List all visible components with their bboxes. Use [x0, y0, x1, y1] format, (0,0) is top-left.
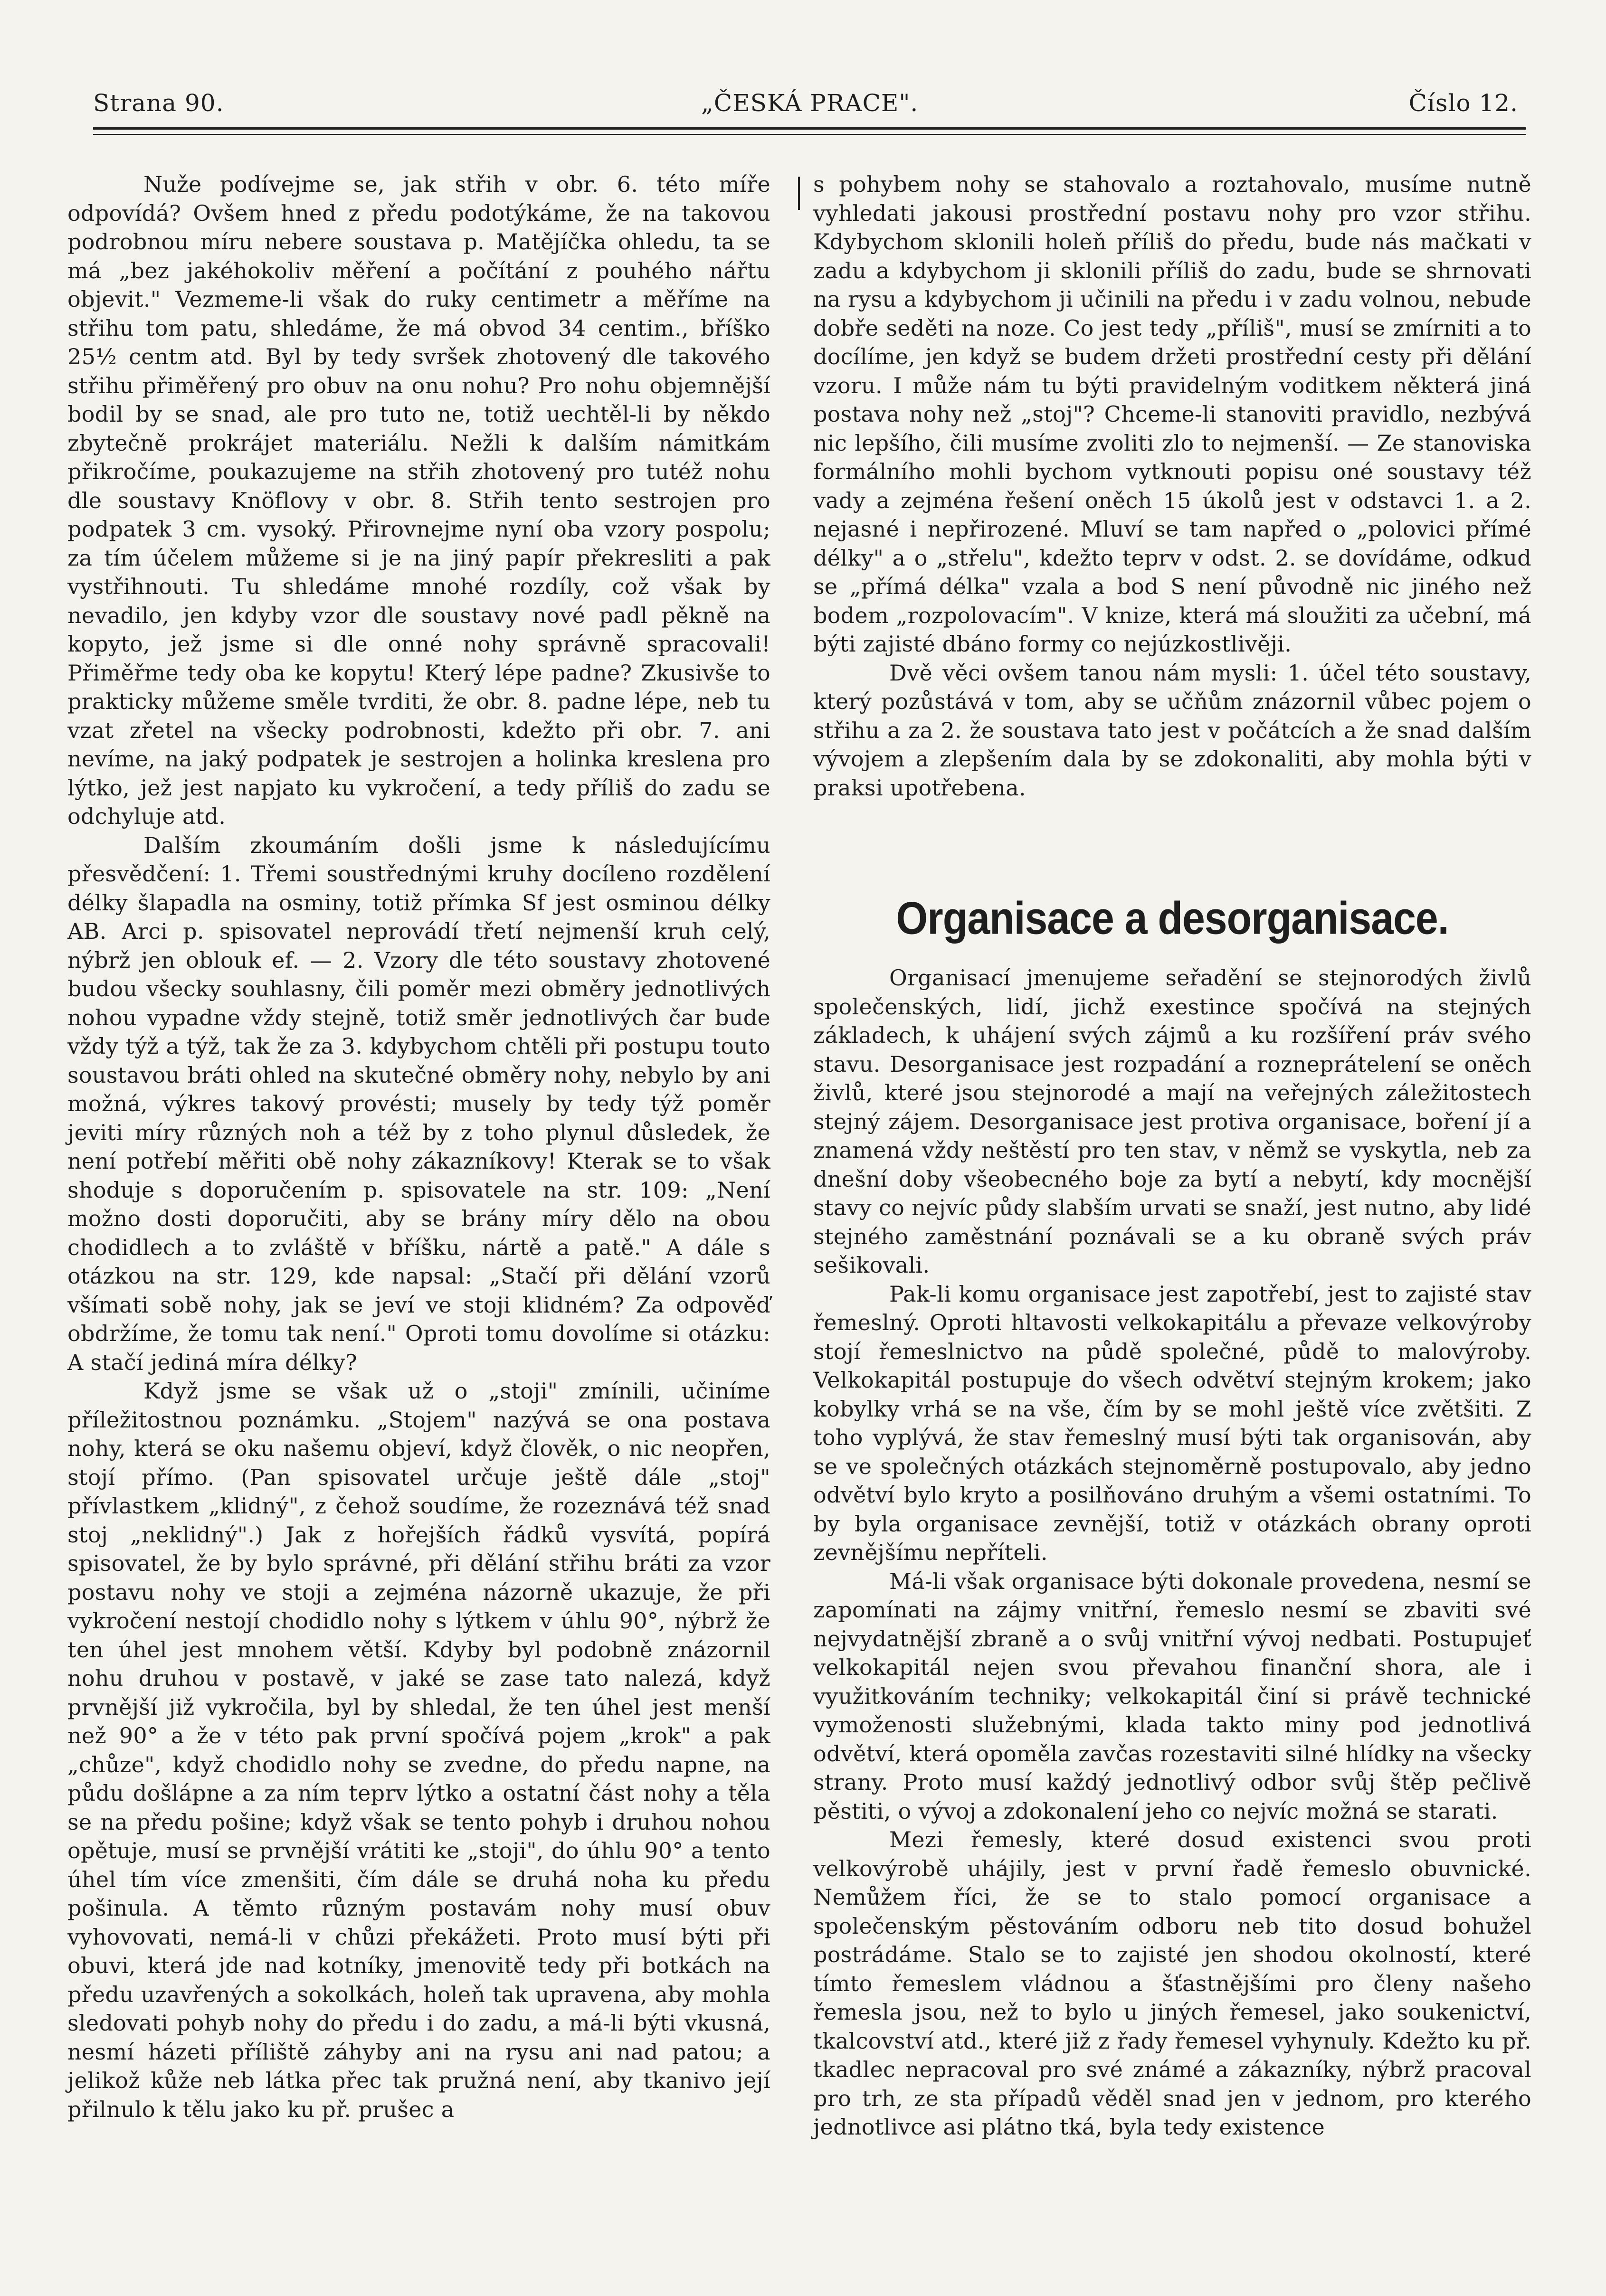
paragraph: Mezi řemesly, které dosud existenci svou proti velkovýrobě uhájily, jest v první řadě řemeslo obuvnické. Nemůžem říci, že se to stalo pomocí organisace a společenským pěstováním odboru neb tito dosud bohužel postrádáme. Stalo se to zajisté jen shodou okolností, které tímto řemeslem vládnou a šťastnějšími pro členy našeho řemesla jsou, než to bylo u jiných řemesel, jako soukenictví, tkalcovství atd., které již z řady řemesel vyhynuly. Kdežto ku př. tkadlec nepracoval pro své známé a zákazníky, nýbrž pracoval pro trh, ze sta případů věděl snad jen v jednom, pro kterého jednotlivce asi plátno tká, byla tedy existence	[813, 1827, 1531, 2140]
header-rule-thin	[93, 134, 1526, 135]
paragraph: Dvě věci ovšem tanou nám mysli: 1. účel této soustavy, který pozůstává v tom, aby se učňům znázornil vůbec pojem o střihu a za 2. že soustava tato jest v počátcích a že snad dalším vývojem a zlepšením dala by se zdokonaliti, aby mohla býti v praksi upotřebena.	[813, 660, 1531, 801]
paragraph: s pohybem nohy se stahovalo a roztahovalo, musíme nutně vyhledati jakousi prostřední postavu nohy pro vzor střihu. Kdybychom sklonili holeň příliš do předu, bude nás mačkati v zadu a kdybychom ji sklonili příliš do zadu, bude se shrnovati na rysu a kdybychom ji učinili na předu i v zadu volnou, nebude dobře seděti na noze. Co jest tedy „příliš", musí se zmírniti a to docílíme, jen když se budem držeti prostřední cesty při dělání vzoru. I může nám tu býti pravidelným voditkem některá jiná postava nohy než „stoj"? Chceme-li stanoviti pravidlo, nezbývá nic lepšího, čili musíme zvoliti zlo to nejmenší. — Ze stanoviska formálního mohli bychom vytknouti popisu oné soustavy též vady a zejména řešení oněch 15 úkolů jest v odstavci 1. a 2. nejasné i nepřirozené. Mluví se tam napřed o „polovici přímé délky" a o „střelu", kdežto teprv v odst. 2. se dovídáme, odkud se „přímá délka" vzala a bod S není původně nic jiného než bodem „rozpolovacím". V knize, která má sloužiti za učební, má býti zajisté dbáno formy co nejúzkostlivěji.	[813, 171, 1531, 657]
paragraph: Nuže podívejme se, jak střih v obr. 6. této míře odpovídá? Ovšem hned z předu podotýkáme, že na takovou podrobnou míru nebere soustava p. Matějíčka ohledu, ta se má „bez jakéhokoliv měření a počítání z pouhého nářtu objevit." Vezmeme-li však do ruky centimetr a měříme na střihu tom patu, shledáme, že má obvod 34 centim., bříško 25½ centm atd. Byl by tedy svršek zhotovený dle takového střihu přiměřený pro obuv na onu nohu? Pro nohu objemnější bodil by se snad, ale pro tuto ne, totiž uechtěl-li by někdo zbytečně prokrájet materiálu. Nežli k dalším námitkám přikročíme, poukazujeme na střih zhotovený pro tutéž nohu dle soustavy Knöflovy v obr. 8. Střih tento sestrojen pro podpatek 3 cm. vysoký. Přirovnejme nyní oba vzory pospolu; za tím účelem můžeme si je na jiný papír překresliti a pak vystřihnouti. Tu shledáme mnohé rozdíly, což však by nevadilo, jen kdyby vzor dle soustavy nové padl pěkně na kopyto, jež jsme si dle onné nohy správně spracovali! Přiměřme tedy oba ke kopytu! Který lépe padne? Zkusivše to prakticky můžeme směle tvrditi, že obr. 8. padne lépe, neb tu vzat zřetel na všecky podrobnosti, kdežto při obr. 7. ani nevíme, na jaký podpatek je sestrojen a holinka kreslena pro lýtko, jež jest napjato ku vykročení, a tedy příliš do zadu se odchyluje atd.	[67, 171, 770, 829]
article-heading: Organisace a desorganisace.	[896, 893, 1449, 944]
right-column	[813, 170, 1531, 2142]
page-number: Strana 90.	[93, 89, 224, 117]
paragraph: Pak-li komu organisace jest zapotřebí, jest to zajisté stav řemeslný. Oproti hltavosti velkokapitálu a převaze velkovýroby stojí řemeslnictvo na půdě společné, půdě to malovýroby. Velkokapitál postupuje do všech odvětví stejným krokem; jako kobylky vrhá se na vše, čím by se mohl ještě více zvětšiti. Z toho vyplývá, že stav řemeslný musí býti tak organisován, aby se ve společných otázkách stejnoměrně postupovalo, aby jedno odvětví bylo kryto a posilňováno druhým a všemi ostatními. To by byla organisace zevnější, totiž v otázkách obrany oproti zevnějšímu nepříteli.	[813, 1281, 1531, 1565]
paragraph: Má-li však organisace býti dokonale provedena, nesmí se zapomínati na zájmy vnitřní, řemeslo nesmí se zbaviti své nejvydatnější zbraně a o svůj vnitřní vývoj nedbati. Postupujeť velkokapitál nejen svou převahou finanční shora, ale i využitkováním techniky; velkokapitál činí si právě technické vymoženosti služebnými, klada takto miny pod jednotlivá odvětví, která opoměla zavčas rozestaviti silné hlídky na všecky strany. Proto musí každý jednotlivý odbor svůj štěp pečlivě pěstiti, o vývoj a zdokonalení jeho co nejvíc možná se starati.	[813, 1568, 1531, 1824]
paragraph: Dalším zkoumáním došli jsme k následujícímu přesvědčení: 1. Třemi soustřednými kruhy docíleno rozdělení délky šlapadla na osminy, totiž přímka Sf jest osminou délky AB. Arci p. spisovatel neprovádí třetí nejmenší kruh celý, nýbrž jen oblouk ef. — 2. Vzory dle této soustavy zhotovené budou všecky souhlasny, čili poměr mezi obměry jednotlivých nohou vypadne vždy stejně, totiž směr jednotlivých čar bude vždy týž a týž, tak že za 3. kdybychom chtěli při postupu touto soustavou bráti ohled na skutečné obměry nohy, nebylo by ani možná, výkres takový provésti; musely by tedy týž poměr jeviti míry různých noh a též by z toho plynul důsledek, že není potřebí měřiti obě nohy zákazníkovy! Kterak se to však shoduje s doporučením p. spisovatele na str. 109: „Není možno dosti doporučiti, aby se brány míry dělo na obou chodidlech a to zvláště v bříšku, nártě a patě." A dále s otázkou na str. 129, kde napsal: „Stačí při dělání vzorů všímati sobě nohy, jak se jeví ve stoji klidném? Za odpověď obdržíme, že tomu tak není." Oproti tomu dovolíme si otázku: A stačí jediná míra délky?	[67, 832, 770, 1375]
paragraph: Když jsme se však už o „stoji" zmínili, učiníme příležitostnou poznámku. „Stojem" nazývá se ona postava nohy, která se oku našemu objeví, když člověk, o nic neopřen, stojí přímo. (Pan spisovatel určuje ještě dále „stoj" přívlastkem „klidný", z čehož soudíme, že rozeznává též snad stoj „neklidný".) Jak z hořejších řádků vysvítá, popírá spisovatel, že by bylo správné, při dělání střihu bráti za vzor postavu nohy ve stoji a zejména názorně ukazuje, že při vykročení nestojí chodidlo nohy s lýtkem v úhlu 90°, nýbrž že ten úhel jest mnohem větší. Kdyby byl podobně znázornil nohu druhou v postavě, v jaké se zase tato nalezá, když prvnější již vykročila, byl by shledal, že ten úhel jest menší než 90° a že v této pak první spočívá pojem „krok" a pak „chůze", když chodidlo nohy se zvedne, do předu napne, na půdu došlápne a za ním teprv lýtko a ostatní část nohy a těla se na předu pošine; když však se tento pohyb i druhou nohou opětuje, musí se prvnější vrátiti ke „stoji", do úhlu 90° a tento úhel tím více zmenšiti, čím dále se druhá noha ku předu pošinula. A těmto různým postavám nohy musí obuv vyhovovati, nemá-li v chůzi překážeti. Proto musí býti při obuvi, která jde nad kotníky, jmenovitě tedy při botkách na předu uzavřených a sokolkách, holeň tak upravena, aby mohla sledovati pohyb nohy do předu i do zadu, a má-li býti vkusná, nesmí házeti příliště záhyby ani na rysu ani nad patou; a jelikož kůže neb látka přec tak pružná není, aby tkanivo její přilnulo k tělu jako ku př. prušec a	[67, 1378, 770, 2122]
page-header	[93, 85, 1518, 128]
left-column	[67, 170, 770, 2124]
header-rule	[93, 127, 1526, 130]
issue-number: Číslo 12.	[1408, 89, 1518, 117]
paragraph: Organisací jmenujeme seřadění se stejnorodých živlů společenských, lidí, jichž exestince spočívá na stejných základech, k uhájení svých zájmů a ku rozšíření práv svého stavu. Desorganisace jest rozpadání a rozneprátelení se oněch živlů, které jsou stejnorodé a mají na veřejných záležitostech stejný zájem. Desorganisace jest protiva organisace, boření jí a znamená vždy neštěstí pro ten stav, v němž se vyskytla, neb za dnešní doby všeobecného boje za bytí a nebytí, kdy mocnější stavy co nejvíc půdy slabším urvati se snaží, jest nutno, aby lidé stejného zaměstnání poznávali se a ku obraně svých práv sešikovali.	[813, 965, 1531, 1278]
journal-title: „ČESKÁ PRACE".	[701, 89, 919, 117]
column-divider	[798, 177, 800, 210]
